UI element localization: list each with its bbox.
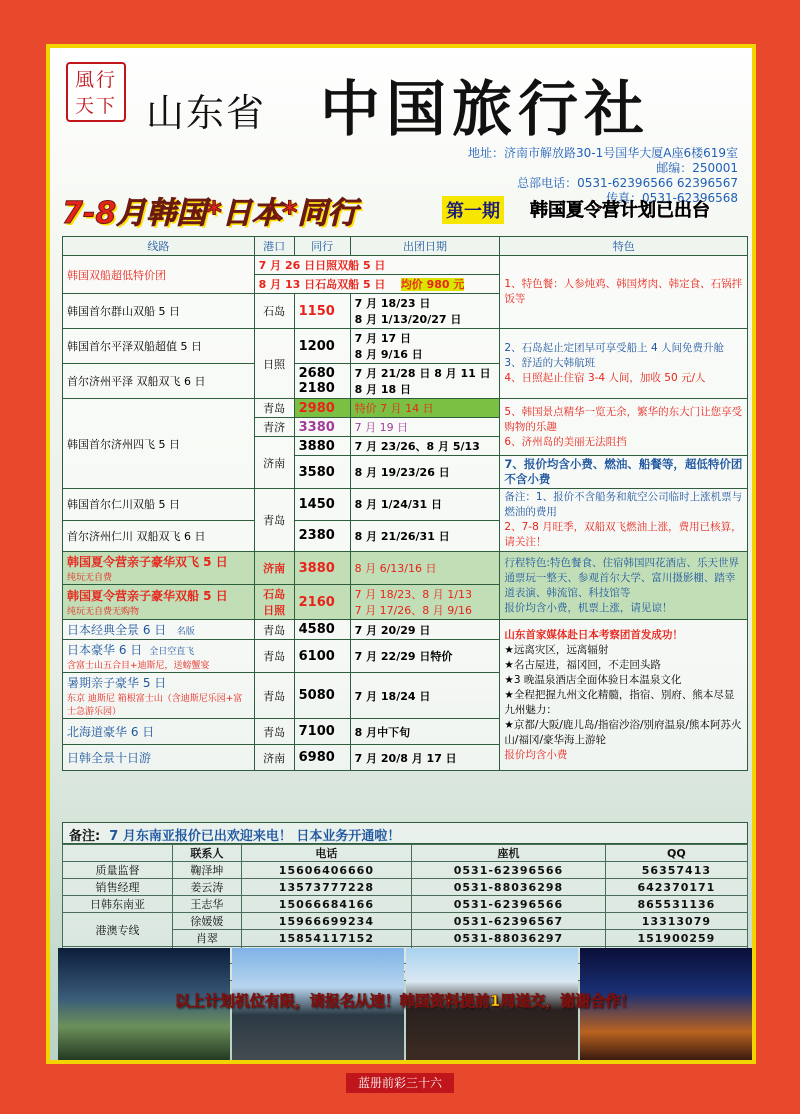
price-cell: 6980 xyxy=(294,745,350,771)
date-cell: 8 月 6/13/16 日 xyxy=(350,552,500,585)
port-cell: 青岛 xyxy=(254,719,294,745)
date-cell xyxy=(350,294,500,329)
contact-col-mobile: 电话 xyxy=(241,845,411,862)
feature-line: ★全程把握九州文化精髓，指宿、别府、熊本尽显九州魅力： xyxy=(504,688,735,716)
date-cell: 7 月 20/29 日 xyxy=(350,620,500,640)
note-label: 备注: xyxy=(69,829,101,844)
date-cell xyxy=(254,275,500,294)
feature-line: 报价均含小费，机票上涨，请见谅！ xyxy=(504,601,673,614)
date-line: 7 月 17/26、8 月 9/16 xyxy=(354,604,472,617)
headline xyxy=(58,188,748,231)
route-cell: 首尔济州仁川 双船双飞 6 日 xyxy=(63,520,255,552)
route-cell: 韩国首尔群山双船 5 日 xyxy=(63,294,255,329)
date-line: 8 月 13 日石岛双船 5 日 xyxy=(258,278,386,291)
contact-qq: 151900259 xyxy=(605,930,747,947)
price-cell: 7100 xyxy=(294,719,350,745)
feature-cell: 1、特色餐：人参炖鸡、韩国烤肉、韩定食、石锅拌饭等 xyxy=(500,256,748,329)
date-line: 8 月 9/16 日 xyxy=(354,348,423,361)
table-row xyxy=(63,329,748,364)
contact-name: 徐媛媛 xyxy=(173,913,242,930)
date-cell: 8 月 19/23/26 日 xyxy=(350,456,500,489)
price-cell: 1150 xyxy=(294,294,350,329)
port-cell: 日照 xyxy=(254,329,294,399)
date-cell xyxy=(350,585,500,620)
date-cell: 8 月 21/26/31 日 xyxy=(350,520,500,552)
contact-row xyxy=(63,896,748,913)
contact-role: 日韩东南亚 xyxy=(63,896,173,913)
price-cell: 6100 xyxy=(294,640,350,673)
route-cell: 韩国首尔平泽双船超值 5 日 xyxy=(63,329,255,364)
port-cell: 青岛 xyxy=(254,489,294,552)
address-line: 地址：济南市解放路30-1号国华大厦A座6楼619室 xyxy=(468,146,738,160)
port-cell: 济南 xyxy=(254,745,294,771)
contact-mobile: 15066684166 xyxy=(241,896,411,913)
contact-role: 港澳专线 xyxy=(63,913,173,947)
col-price: 同行 xyxy=(294,237,350,256)
note-text: 7 月东南亚报价已出欢迎来电！ 日本业务开通啦！ xyxy=(109,829,401,844)
feature-line: 山东首家媒体赴日本考察团首发成功！ xyxy=(504,628,683,641)
contact-col-qq: QQ xyxy=(605,845,747,862)
contact-col-landline: 座机 xyxy=(412,845,606,862)
route-name: 韩国夏令营亲子豪华双飞 5 日 xyxy=(67,555,228,569)
route-name: 日本豪华 6 日 xyxy=(67,643,143,657)
date-cell: 8 月中下旬 xyxy=(350,719,500,745)
date-cell: 7 月 22/29 日特价 xyxy=(350,640,500,673)
contact-mobile: 15606406660 xyxy=(241,862,411,879)
closing-banner: 以上计划机位有限，请报名从速！韩国资料提前1周递交，谢谢合作！ xyxy=(174,992,636,1010)
price-cell: 3580 xyxy=(294,456,350,489)
port-line: 石岛 xyxy=(263,588,286,601)
contact-row xyxy=(63,913,748,930)
agency-title-prefix: 山东省 xyxy=(146,91,267,135)
feature-line: 3、舒适的大韩航班 xyxy=(504,357,596,369)
headline-main: 7-8月韩国*日本*同行 xyxy=(62,196,358,231)
price-cell: 4580 xyxy=(294,620,350,640)
price-table xyxy=(62,236,748,771)
date-cell: 7 月 23/26、8 月 5/13 xyxy=(350,437,500,456)
contact-role: 质量监督 xyxy=(63,862,173,879)
route-name: 暑期亲子豪华 5 日 xyxy=(67,676,167,690)
feature-line: ★远离灾区，远离辐射 xyxy=(504,643,609,656)
date-cell: 7 月 20/8 月 17 日 xyxy=(350,745,500,771)
route-name: 日本经典全景 6 日 xyxy=(67,623,167,637)
feature-cell: 7、报价均含小费、燃油、船餐等，超低特价团不含小费 xyxy=(500,456,748,489)
port-cell: 青济 xyxy=(254,418,294,437)
port-cell: 青岛 xyxy=(254,673,294,719)
contact-mobile: 15854117152 xyxy=(241,930,411,947)
route-cell xyxy=(63,640,255,673)
price-line: 2680 xyxy=(298,366,335,381)
date-line: 7 月 21/28 日 8 月 11 日 xyxy=(354,367,491,380)
route-note: 含富士山五合目+迪斯尼，送螃蟹宴 xyxy=(67,661,210,671)
route-name: 韩国夏令营亲子豪华双船 5 日 xyxy=(67,589,228,603)
col-date: 出团日期 xyxy=(350,237,500,256)
contact-qq: 56357413 xyxy=(605,862,747,879)
feature-line: 6、济州岛的美丽无法阻挡 xyxy=(504,435,627,448)
table-row xyxy=(63,256,748,275)
price-cell: 2380 xyxy=(294,520,350,552)
port-cell: 青岛 xyxy=(254,620,294,640)
flyer-sheet xyxy=(46,44,756,1064)
price-cell: 5080 xyxy=(294,673,350,719)
feature-line: ★京都/大阪/鹿儿岛/指宿沙浴/别府温泉/熊本阿苏火山/福冈/豪华海上游轮 xyxy=(504,718,742,746)
price-cell: 3880 xyxy=(294,437,350,456)
col-route: 线路 xyxy=(63,237,255,256)
contact-qq: 865531136 xyxy=(605,896,747,913)
feature-line: 2、7-8 月旺季，双船双飞燃油上涨，费用已核算，请关注！ xyxy=(504,521,742,548)
table-row xyxy=(63,489,748,521)
route-cell: 首尔济州平泽 双船双飞 6 日 xyxy=(63,364,255,399)
date-cell: 7 月 18/24 日 xyxy=(350,673,500,719)
photo-strip xyxy=(58,948,752,1060)
page-footer: 蓝册前彩三十六 xyxy=(346,1073,454,1093)
feature-line: 5、韩国景点精华一览无余，繁华的东大门让您享受购物的乐趣 xyxy=(504,405,743,433)
note-bar xyxy=(62,822,748,844)
contact-landline: 0531-88036298 xyxy=(412,879,606,896)
port-cell xyxy=(254,585,294,620)
price-cell: 3380 xyxy=(294,418,350,437)
feature-line: ★名古屋进，福冈回，不走回头路 xyxy=(504,658,661,671)
avg-price: 均价 980 元 xyxy=(400,278,465,291)
route-cell xyxy=(63,620,255,640)
contact-role: 销售经理 xyxy=(63,879,173,896)
price-cell: 2980 xyxy=(294,399,350,418)
price-cell: 1200 xyxy=(294,329,350,364)
route-tag: 全日空直飞 xyxy=(149,647,195,657)
price-cell: 1450 xyxy=(294,489,350,521)
agency-title-main: 中国旅行社 xyxy=(320,75,650,145)
date-cell xyxy=(350,364,500,399)
postcode-line: 邮编：250001 xyxy=(656,161,738,175)
date-line: 8 月 18 日 xyxy=(354,383,412,396)
contact-mobile: 13573777228 xyxy=(241,879,411,896)
port-cell: 青岛 xyxy=(254,399,294,418)
feature-line: 2、石岛起止定团早可享受船上 4 人间免费升舱 xyxy=(504,342,724,354)
port-cell: 济南 xyxy=(254,437,294,489)
date-cell: 8 月 1/24/31 日 xyxy=(350,489,500,521)
route-cell xyxy=(63,585,255,620)
feature-cell xyxy=(500,620,748,771)
date-line: 7 月 26 日日照双船 5 日 xyxy=(258,259,386,272)
route-note: 东京 迪斯尼 箱根富士山（含迪斯尼乐园+富士急游乐园） xyxy=(67,694,243,717)
port-line: 日照 xyxy=(263,604,286,617)
phone-line: 总部电话：0531-62396566 62396567 xyxy=(517,176,738,190)
contact-row xyxy=(63,879,748,896)
feature-cell xyxy=(500,489,748,552)
route-cell: 韩国首尔仁川双船 5 日 xyxy=(63,489,255,521)
contact-landline: 0531-62396566 xyxy=(412,862,606,879)
contact-name: 鞠泽坤 xyxy=(173,862,242,879)
route-note: 纯玩无自费无购物 xyxy=(67,607,140,617)
headline-sub: 韩国夏令营计划已出台 xyxy=(530,200,710,221)
route-cell: 韩国双船超低特价团 xyxy=(63,256,255,294)
contact-row xyxy=(63,862,748,879)
route-cell xyxy=(63,552,255,585)
headline-issue: 第一期 xyxy=(442,196,504,224)
price-cell: 2160 xyxy=(294,585,350,620)
feature-line: 备注：1、报价不含船务和航空公司临时上涨机票与燃油的费用 xyxy=(504,491,743,518)
date-cell: 7 月 19 日 xyxy=(350,418,500,437)
route-cell: 日韩全景十日游 xyxy=(63,745,255,771)
contact-qq: 642370171 xyxy=(605,879,747,896)
price-cell: 3880 xyxy=(294,552,350,585)
date-line: 8 月 1/13/20/27 日 xyxy=(354,313,462,326)
contact-mobile: 15966699234 xyxy=(241,913,411,930)
feature-line: 报价均含小费 xyxy=(504,748,568,761)
price-line: 2180 xyxy=(298,381,335,396)
price-cell xyxy=(294,364,350,399)
contact-qq: 13313079 xyxy=(605,913,747,930)
date-cell xyxy=(350,329,500,364)
contact-col-name: 联系人 xyxy=(173,845,242,862)
contact-header-row xyxy=(63,845,748,862)
logo: 風行天下 xyxy=(66,62,126,122)
port-cell: 石岛 xyxy=(254,294,294,329)
contact-landline: 0531-62396567 xyxy=(412,913,606,930)
date-line: 7 月 17 日 xyxy=(354,332,412,345)
table-row xyxy=(63,552,748,585)
fax-line: 传真：0531-62396568 xyxy=(606,191,738,205)
table-header-row xyxy=(63,237,748,256)
date-line: 7 月 18/23、8 月 1/13 xyxy=(354,588,472,601)
port-cell: 青岛 xyxy=(254,640,294,673)
date-cell: 特价 7 月 14 日 xyxy=(350,399,500,418)
feature-cell xyxy=(500,399,748,456)
contact-name: 王志华 xyxy=(173,896,242,913)
contact-landline: 0531-62396566 xyxy=(412,896,606,913)
feature-cell xyxy=(500,552,748,620)
route-cell xyxy=(63,673,255,719)
contact-landline: 0531-88036297 xyxy=(412,930,606,947)
contact-name: 肖翠 xyxy=(173,930,242,947)
table-row xyxy=(63,399,748,418)
date-line: 7 月 18/23 日 xyxy=(354,297,431,310)
route-cell: 韩国首尔济州四飞 5 日 xyxy=(63,399,255,489)
col-feature: 特色 xyxy=(500,237,748,256)
port-cell: 济南 xyxy=(254,552,294,585)
contact-col-role xyxy=(63,845,173,862)
col-port: 港口 xyxy=(254,237,294,256)
contact-name: 姜云涛 xyxy=(173,879,242,896)
route-note: 纯玩无自费 xyxy=(67,573,113,583)
feature-line: ★3 晚温泉酒店全面体验日本温泉文化 xyxy=(504,673,682,686)
feature-line: 行程特色:特色餐食、住宿韩国四花酒店、乐天世界通票玩一整天、参观首尔大学、富川摄影棚、踏幸道表演、韩流馆、科技馆等 xyxy=(504,556,739,599)
route-cell: 北海道豪华 6 日 xyxy=(63,719,255,745)
table-row xyxy=(63,620,748,640)
feature-line: 4、日照起止住宿 3-4 人间，加收 50 元/人 xyxy=(504,372,706,384)
feature-cell xyxy=(500,329,748,399)
route-tag: 名版 xyxy=(176,627,195,637)
date-cell xyxy=(254,256,500,275)
